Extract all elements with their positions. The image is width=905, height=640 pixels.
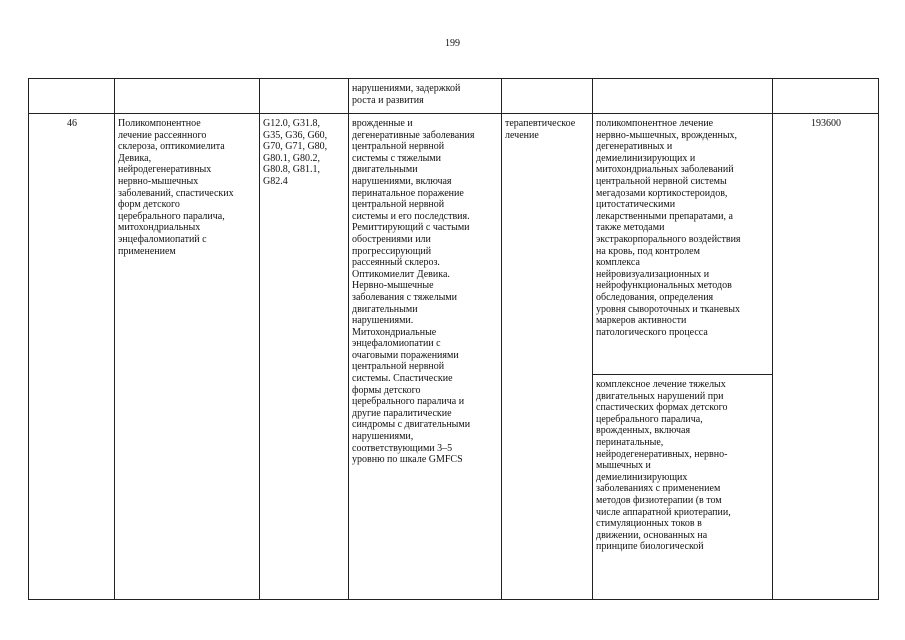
cell-empty: [593, 79, 773, 114]
disease-model: врожденные и дегенеративные заболевания центральной нервной системы с тяжелыми двигательными нарушениями, включая перинатальное поражение центральной нервной системы и его последствия. Ремиттирующий с частыми обострениями или прогрессирующий рассеянный склероз. Оптикомиелит Девика. Нервно-мышечные заболевания с тяжелыми двигательными нарушениями. Митохондриальные энцефаломиопатии с очаговыми поражениями центральной нервной системы. Спастические формы детского церебрального паралича и другие паралитические синдромы с двигательными нарушениями, соответствующими 3–5 уровню по шкале GMFCS: [349, 114, 502, 600]
continuation-disease-text: нарушениями, задержкой роста и развития: [349, 79, 502, 114]
treatment-type: терапевтическое лечение: [502, 114, 593, 600]
price-value: 193600: [773, 114, 879, 600]
cell-empty: [260, 79, 349, 114]
cell-empty: [773, 79, 879, 114]
table-row-46: [29, 114, 879, 375]
row-number: 46: [29, 114, 115, 600]
treatment-method-1: поликомпонентное лечение нервно-мышечных, врожденных, дегенеративных и демиелинизирующих и митохондриальных заболеваний центральной нервной системы мегадозами кортикостероидов, цитостатическими лекарственными препаратами, а также методами экстракорпорального воздействия на кровь, под контролем комплекса нейровизуализационных и нейрофункциональных методов обследования, определения уровня сывороточных и тканевых маркеров активности патологического процесса: [593, 114, 773, 375]
icd-codes: G12.0, G31.8, G35, G36, G60, G70, G71, G80, G80.1, G80.2, G80.8, G81.1, G82.4: [260, 114, 349, 600]
cell-empty: [115, 79, 260, 114]
medical-care-table: [28, 78, 879, 600]
page-number: 199: [445, 38, 460, 49]
care-type-name: Поликомпонентное лечение рассеянного склероза, оптикомиелита Девика, нейродегенеративных нервно-мышечных заболеваний, спастических форм детского церебрального паралича, митохондриальных энцефаломиопатий с применением: [115, 114, 260, 600]
continuation-row: [29, 79, 879, 114]
cell-empty: [29, 79, 115, 114]
cell-empty: [502, 79, 593, 114]
treatment-method-2: комплексное лечение тяжелых двигательных нарушений при спастических формах детского церебрального паралича, врожденных, включая перинатальные, нейродегенеративных, нервно- мышечных и демиелинизирующих заболеваниях с применением методов физиотерапии (в том числе аппаратной криотерапии, стимуляционных токов в движении, основанных на принципе биологической: [593, 375, 773, 600]
